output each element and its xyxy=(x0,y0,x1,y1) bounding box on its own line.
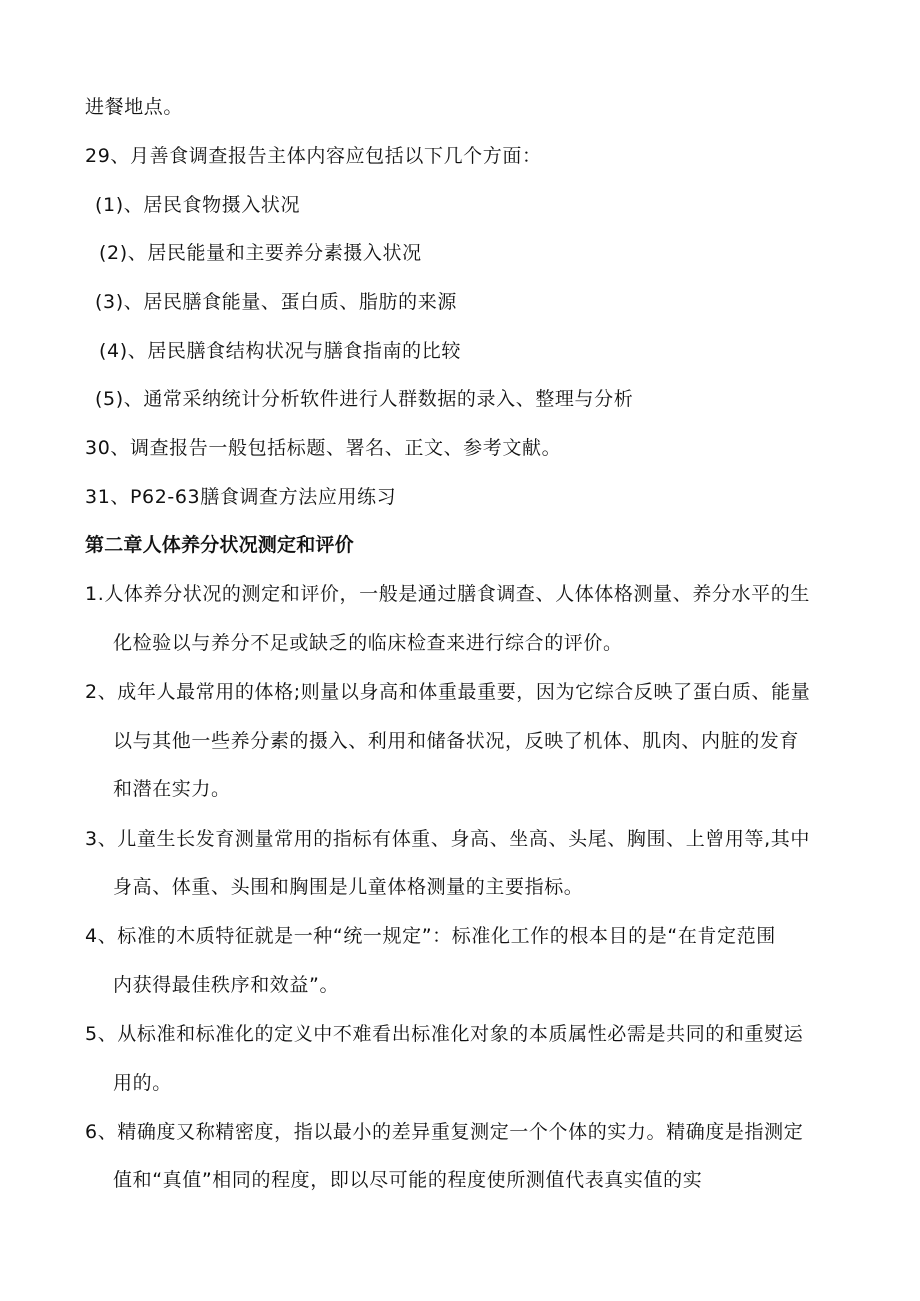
point-4-line-2: 内获得最佳秩序和效益”。 xyxy=(113,974,340,996)
item-29: 29、月善食调查报告主体内容应包括以下几个方面： xyxy=(85,145,542,167)
item-31: 31、P62-63膳食调查方法应用练习 xyxy=(85,486,397,508)
point-1-line-1: 1.人体养分状况的测定和评价，一般是通过膳食调查、人体体格测量、养分水平的生 xyxy=(85,583,810,605)
sub-item-1: (1)、居民食物摄入状况 xyxy=(95,194,301,216)
point-3-line-1: 3、儿童生长发育测量常用的指标有体重、身高、坐高、头尾、胸围、上曾用等,其中 xyxy=(85,828,810,850)
point-5-line-1: 5、从标准和标准化的定义中不难看出标准化对象的本质属性必需是共同的和重熨运 xyxy=(85,1023,804,1045)
sub-item-4: (4)、居民膳食结构状况与膳食指南的比较 xyxy=(99,340,461,362)
sub-item-3: (3)、居民膳食能量、蛋白质、脂肪的来源 xyxy=(95,291,457,313)
item-30: 30、调查报告一般包括标题、署名、正文、参考文献。 xyxy=(85,437,562,459)
sub-item-5: (5)、通常采纳统计分析软件进行人群数据的录入、整理与分析 xyxy=(95,388,634,410)
point-2-line-3: 和潜在实力。 xyxy=(113,778,231,800)
point-4-line-1: 4、标准的木质特征就是一种“统一规定”：标准化工作的根本目的是“在肯定范围 xyxy=(85,925,776,947)
point-2-line-1: 2、成年人最常用的体格;则量以身高和体重最重要，因为它综合反映了蛋白质、能量 xyxy=(85,681,811,703)
text-line-dining-location: 进餐地点。 xyxy=(85,96,184,118)
point-1-line-2: 化检验以与养分不足或缺乏的临床检查来进行综合的评价。 xyxy=(113,632,623,654)
point-2-line-2: 以与其他一些养分素的摄入、利用和储备状况，反映了机体、肌肉、内脏的发育 xyxy=(113,730,800,752)
point-6-line-2: 值和“真值”相同的程度，即以尽可能的程度使所测值代表真实值的实 xyxy=(113,1169,703,1191)
chapter-2-heading: 第二章人体养分状况测定和评价 xyxy=(85,535,354,556)
point-6-line-1: 6、精确度又称精密度，指以最小的差异重复测定一个个体的实力。精确度是指测定 xyxy=(85,1121,804,1143)
sub-item-2: (2)、居民能量和主要养分素摄入状况 xyxy=(99,242,422,264)
point-3-line-2: 身高、体重、头围和胸围是儿童体格测量的主要指标。 xyxy=(113,876,584,898)
point-5-line-2: 用的。 xyxy=(113,1072,172,1094)
